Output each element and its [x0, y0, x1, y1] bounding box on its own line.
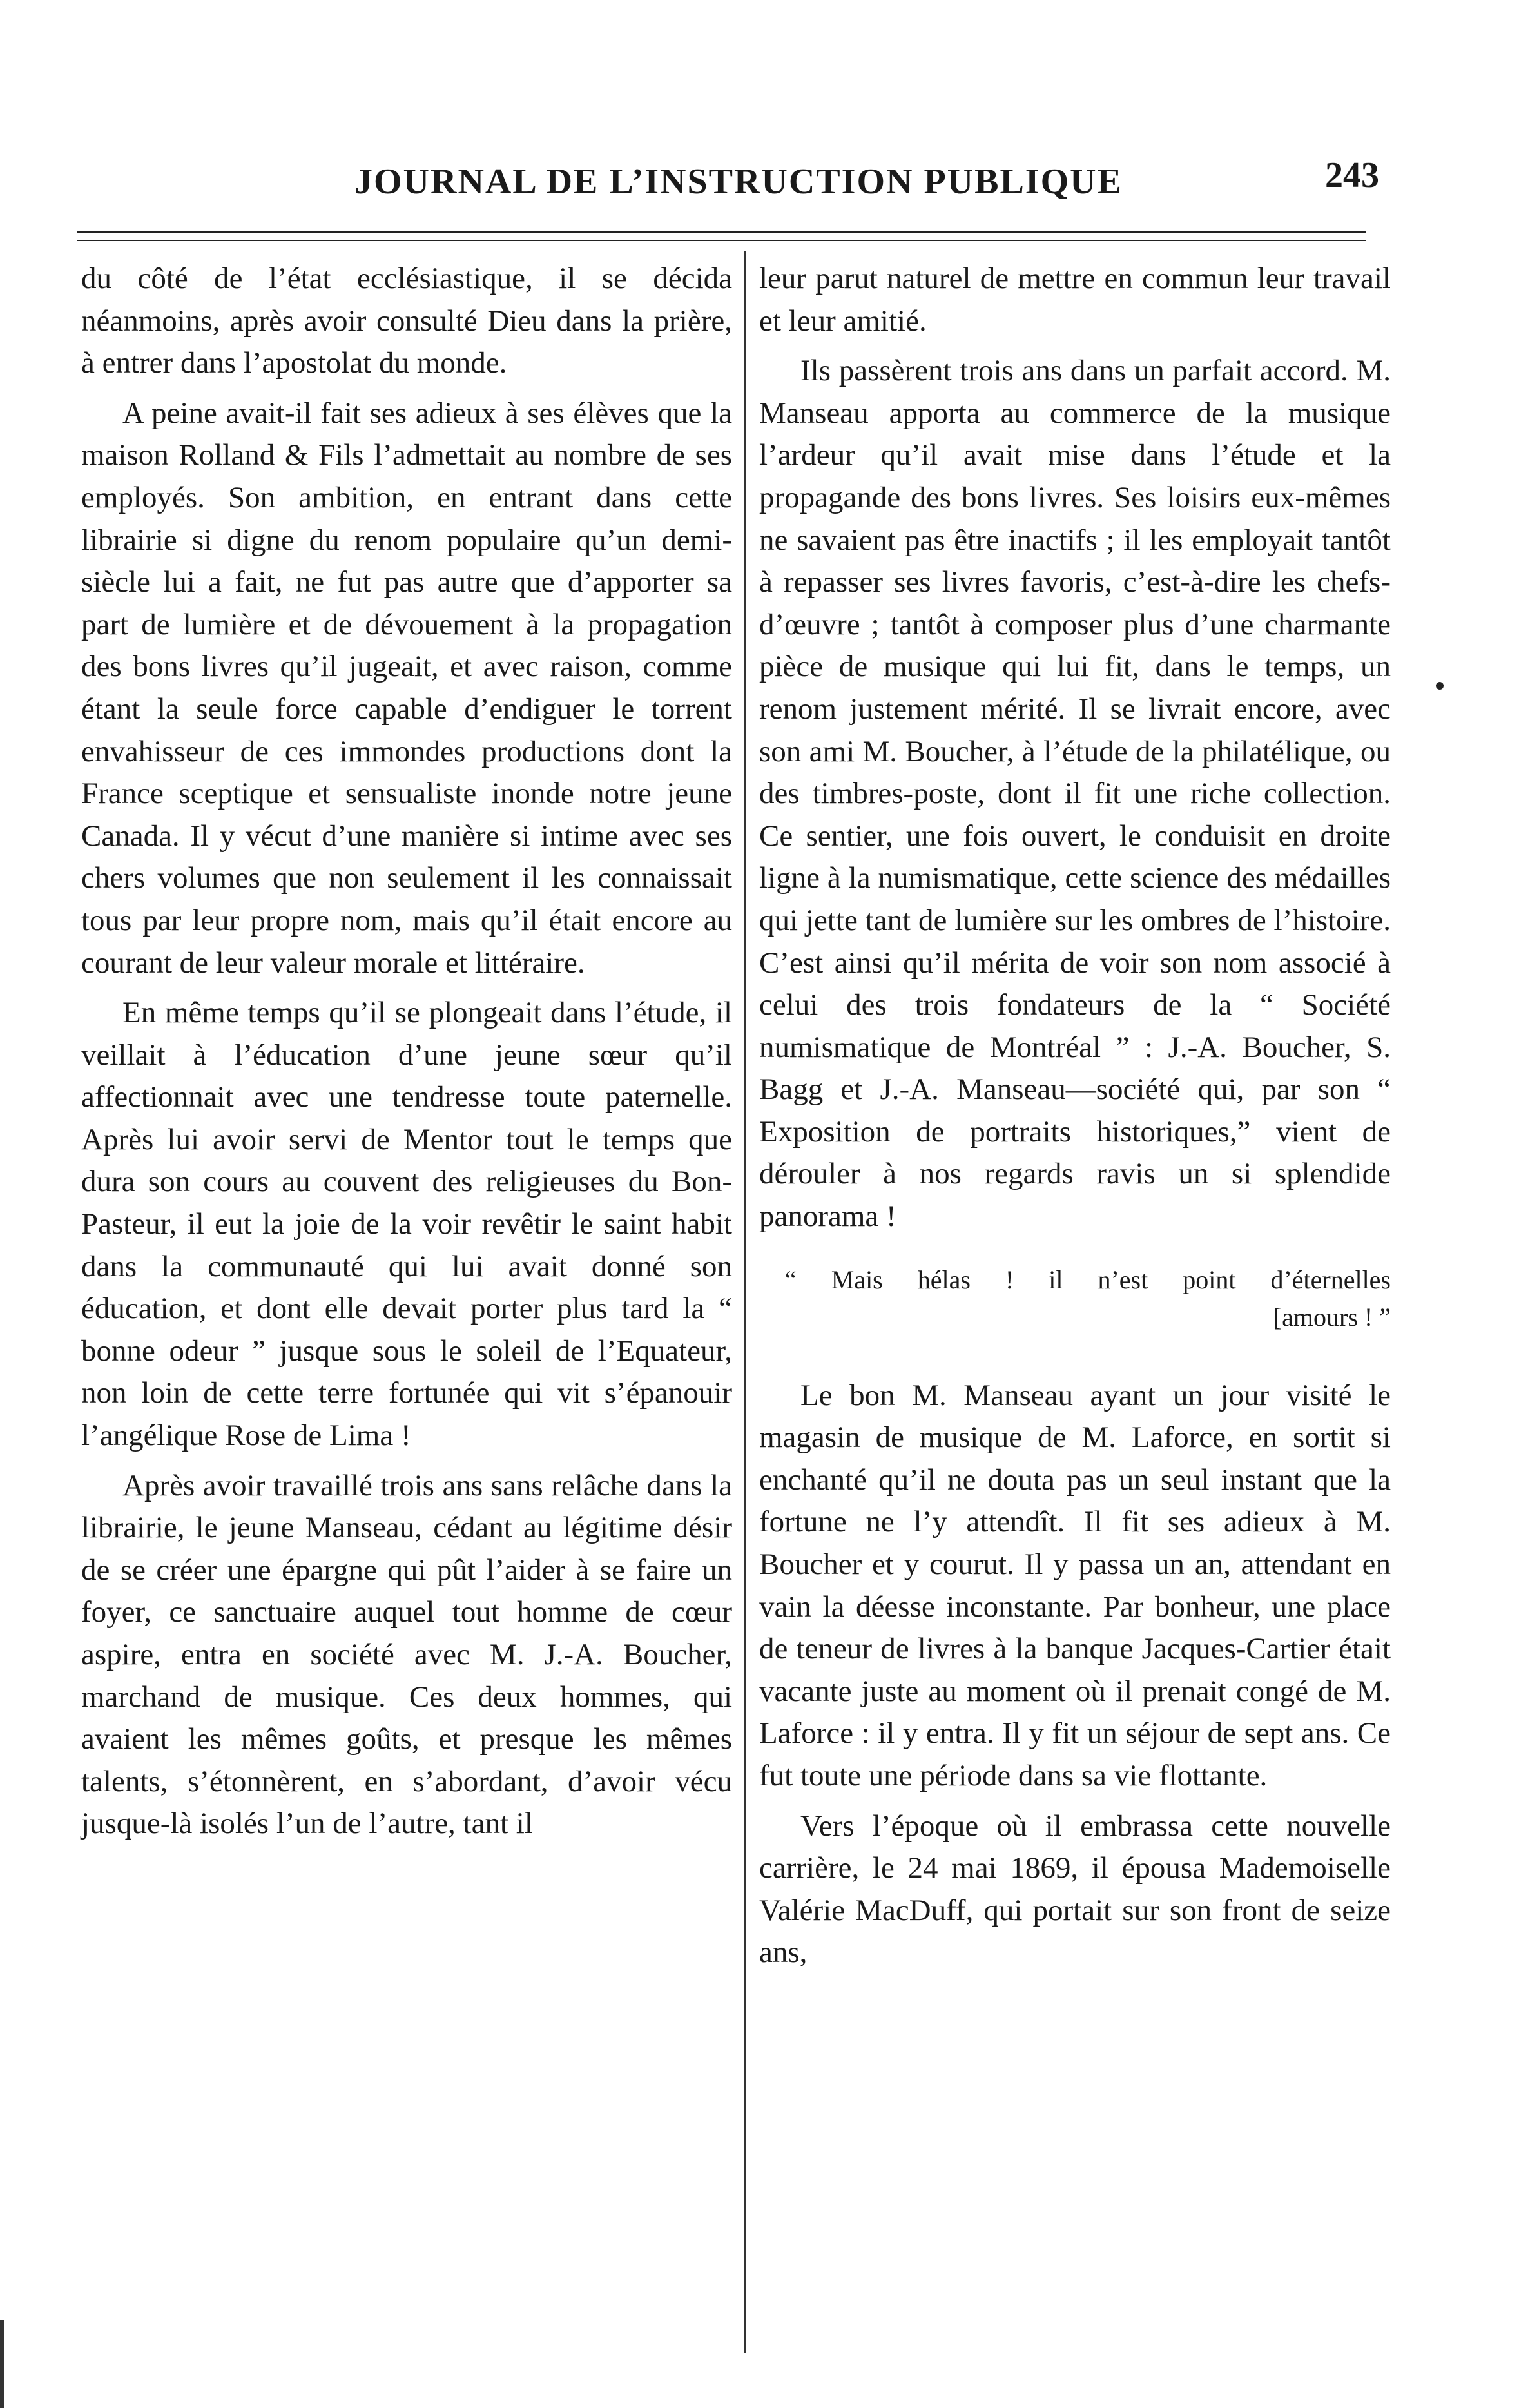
quote-line: “ Mais hélas ! il n’est point d’éternelles	[785, 1265, 1391, 1294]
paragraph: A peine avait-il fait ses adieux à ses élèves que la maison Rolland & Fils l’admettait au nombre de ses employés. Son ambition, en entrant dans cette librairie si digne du renom populaire qu’un demi-siècle lui a fait, ne fut pas autre que d’apporter sa part de lumière et de dévouement à la propagation des bons livres qu’il jugeait, et avec raison, comme étant la seule force capable d’endiguer le torrent envahisseur de ces immondes productions dont la France sceptique et sensualiste inonde notre jeune Canada. Il y vécut d’une manière si intime avec ses chers volumes que non seulement il les connaissait tous par leur propre nom, mais qu’il était encore au courant de leur valeur morale et littéraire.	[81, 396, 732, 980]
page-header	[335, 150, 1379, 208]
paragraph: Vers l’époque où il embrassa cette nouvelle carrière, le 24 mai 1869, il épousa Mademoiselle Valérie MacDuff, qui portait sur son front de seize ans,	[759, 1809, 1391, 1970]
paragraph: Ils passèrent trois ans dans un parfait accord. M. Manseau apporta au commerce de la musique l’ardeur qu’il avait mise dans l’étude et la propagande des bons livres. Ses loisirs eux-mêmes ne savaient pas être inactifs ; il les employait tantôt à repasser ses livres favoris, c’est-à-dire les chefs-d’œuvre ; tantôt à composer plus d’une charmante pièce de musique qui lui fit, dans le temps, un renom justement mérité. Il se livrait encore, avec son ami M. Boucher, à l’étude de la philatélique, ou des timbres-poste, dont il fit une riche collection. Ce sentier, une fois ouvert, le conduisit en droite ligne à la numismatique, cette science des médailles qui jette tant de lumière sur les ombres de l’histoire. C’est ainsi qu’il mérita de voir son nom associé à celui des trois fondateurs de la “ Société numismatique de Montréal ” : J.-A. Boucher, S. Bagg et J.-A. Manseau—société qui, par son “ Exposition de portraits historiques,” vient de dérouler à nos regards ravis un si splendide panorama !	[759, 354, 1391, 1234]
paragraph: Le bon M. Manseau ayant un jour visité le magasin de musique de M. Laforce, en sortit si enchanté qu’il ne douta pas un seul instant que la fortune ne l’y attendît. Il fit ses adieux à M. Boucher et y courut. Il y passa un an, attendant en vain la déesse inconstante. Par bonheur, une place de teneur de livres à la banque Jacques-Cartier était vacante juste au moment où il prenait congé de M. Laforce : il y entra. Il y fit un séjour de sept ans. Ce fut toute une période dans sa vie flottante.	[759, 1378, 1391, 1792]
column-divider	[744, 251, 746, 2353]
header-rule-thick	[77, 231, 1366, 233]
right-column	[759, 258, 1391, 1982]
running-title: JOURNAL DE L’INSTRUCTION PUBLIQUE	[354, 162, 1123, 202]
left-column	[81, 258, 732, 1853]
header-rule-thin	[77, 240, 1366, 241]
page-edge-mark	[0, 2320, 4, 2408]
ink-dot	[1436, 682, 1444, 690]
verse-quotation	[785, 1261, 1391, 1336]
paragraph: Après avoir travaillé trois ans sans relâche dans la librairie, le jeune Manseau, cédant au légitime désir de se créer une épargne qui pût l’aider à se faire un foyer, ce sanctuaire auquel tout homme de cœur aspire, entra en société avec M. J.-A. Boucher, marchand de musique. Ces deux hommes, qui avaient les mêmes goûts, et presque les mêmes talents, s’étonnèrent, en s’abordant, d’avoir vécu jusque-là isolés l’un de l’autre, tant il	[81, 1468, 732, 1841]
page-number: 243	[1325, 155, 1379, 195]
quote-line: [amours ! ”	[1273, 1302, 1391, 1332]
paragraph: En même temps qu’il se plongeait dans l’étude, il veillait à l’éducation d’une jeune sœur qu’il affectionnait avec une tendresse toute paternelle. Après lui avoir servi de Mentor tout le temps que dura son cours au couvent des religieuses du Bon-Pasteur, il eut la joie de la voir revêtir le saint habit dans la communauté qui lui avait donné son éducation, et dont elle devait porter plus tard la “ bonne odeur ” jusque sous le soleil de l’Equateur, non loin de cette terre fortunée qui vit s’épanouir l’angélique Rose de Lima !	[81, 996, 732, 1453]
paragraph: du côté de l’état ecclésiastique, il se décida néanmoins, après avoir consulté Dieu dans la prière, à entrer dans l’apostolat du monde.	[81, 262, 732, 380]
paragraph: leur parut naturel de mettre en commun leur travail et leur amitié.	[759, 262, 1391, 338]
